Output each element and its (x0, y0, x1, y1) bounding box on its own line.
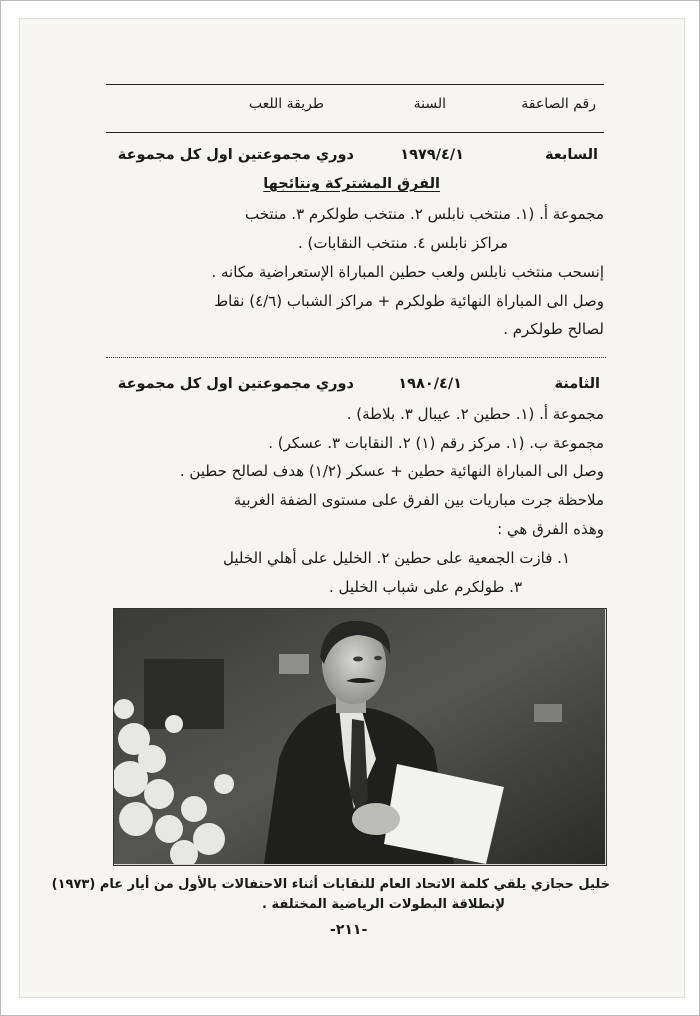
header-col-year: السنة (413, 96, 446, 112)
seventh-subtitle: الفرق المشتركة ونتائجها (263, 176, 440, 192)
eighth-line-1: مجموعة أ. (١. حطين ٢. عيبال ٣. بلاطة) . (346, 405, 604, 423)
eighth-line-2: مجموعة ب. (١. مركز رقم (١) ٢. النقابات ٣. عسكر) . (268, 434, 604, 452)
header-col-lightning: رقم الصاعقة (521, 96, 596, 112)
top-rule (106, 84, 604, 85)
section-separator (106, 357, 606, 358)
seventh-number: السابعة (544, 147, 598, 163)
eighth-line-3: وصل الى المباراة النهائية حطين + عسكر (١/٢) هدف لصالح حطين . (179, 462, 604, 480)
photograph-speaker (113, 608, 607, 866)
eighth-date: ١٩٨٠/٤/١ (398, 376, 462, 392)
eighth-method: دوري مجموعتين اول كل مجموعة (117, 376, 354, 392)
seventh-date: ١٩٧٩/٤/١ (400, 147, 464, 163)
eighth-line-6: ١. فازت الجمعية على حطين ٢. الخليل على أهلي الخليل (222, 549, 570, 567)
eighth-number: الثامنة (554, 376, 600, 392)
seventh-method: دوري مجموعتين اول كل مجموعة (117, 147, 354, 163)
eighth-line-4: ملاحظة جرت مباريات بين الفرق على مستوى الضفة الغربية (233, 491, 604, 509)
seventh-line-1: مجموعة أ. (١. منتخب نابلس ٢. منتخب طولكرم ٣. منتخب (245, 205, 604, 223)
header-col-method: طريقة اللعب (248, 96, 324, 112)
photo-caption-line-1: خليل حجازي يلقي كلمة الاتحاد العام للنقابات أثناء الاحتفالات بالأول من أيار عام (١٩٧٣) (51, 877, 610, 892)
header-rule (106, 132, 604, 133)
photo-caption-line-2: لإنطلاقة البطولات الرياضية المختلفة . (262, 897, 505, 912)
eighth-line-7: ٣. طولكرم على شباب الخليل . (328, 578, 522, 596)
seventh-line-3: إنسحب منتخب نابلس ولعب حطين المباراة الإستعراضية مكانه . (211, 263, 604, 281)
eighth-line-5: وهذه الفرق هي : (497, 520, 604, 538)
page-number: -٢١١- (330, 922, 368, 938)
seventh-line-5: لصالح طولكرم . (503, 320, 604, 338)
seventh-line-2: مراكز نابلس ٤. منتخب النقابات) . (298, 234, 508, 252)
seventh-line-4: وصل الى المباراة النهائية طولكرم + مراكز الشباب (٤/٦) نقاط (214, 292, 604, 310)
